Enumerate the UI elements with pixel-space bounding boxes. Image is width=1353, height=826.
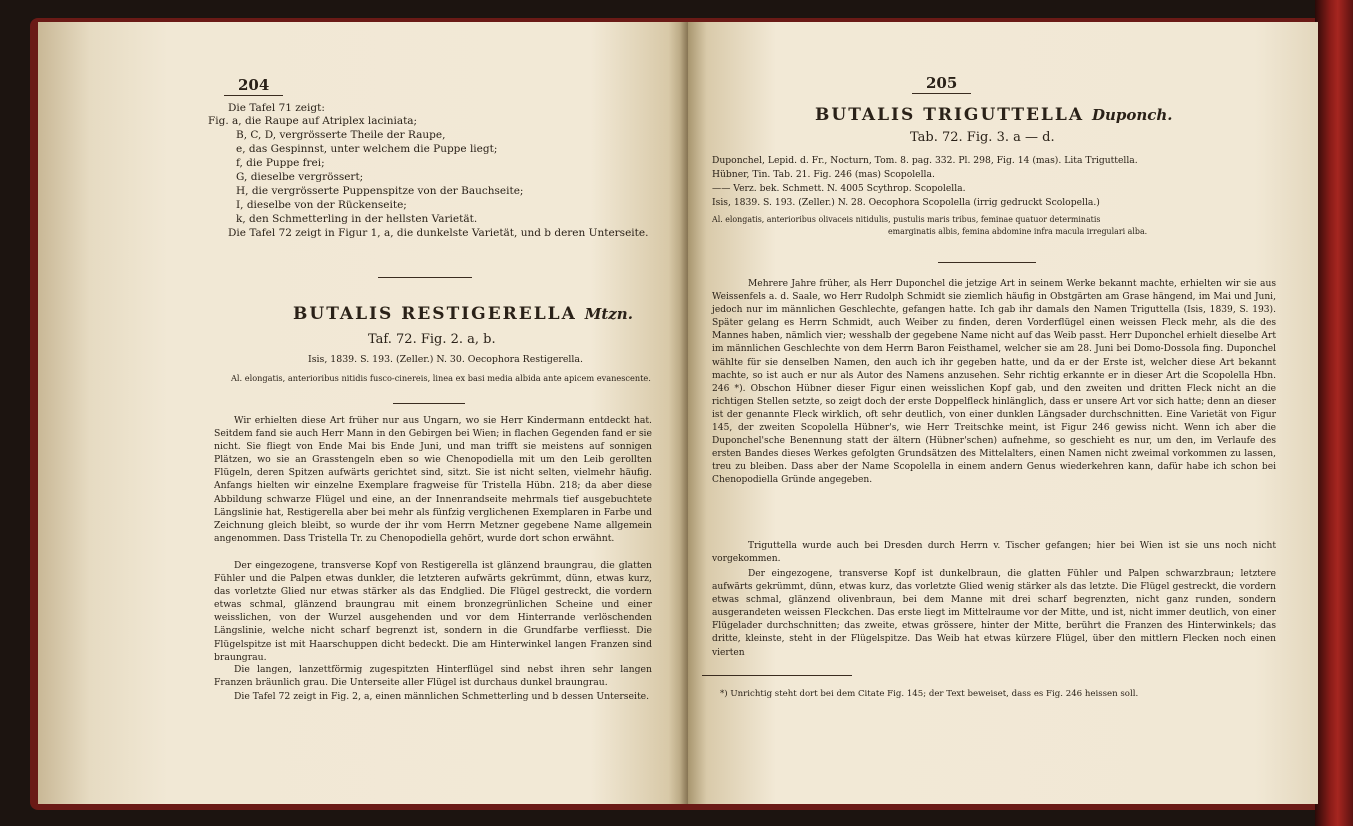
species-author: Duponch. [1091, 106, 1173, 124]
figure-caption-line: I, dieselbe von der Rückenseite; [236, 199, 407, 211]
figure-caption-line: f, die Puppe frei; [236, 157, 325, 169]
page-number: 205 [912, 74, 971, 94]
figure-caption-line: k, den Schmetterling in der hellsten Varietät. [236, 213, 478, 225]
body-paragraph: Mehrere Jahre früher, als Herr Duponchel die jetzige Art in seinem Werke bekannt machte, erhielten wir sie aus Weissenfels a. d. Saale, wo Herr Rudolph Schmidt sie ziemlich häufig in Obstgärten am Grase hängend, im Mai und Juni, jedoch nur im männlichen Geschlechte, gefangen hatte. Ich gab ihr damals den Namen Triguttella (Isis, 1839, S. 193). Später gelang es Herrn Schmidt, auch Weiber zu finden, deren Vorderflügel einen weissen Fleck mehr, als die des Mannes haben, nämlich vier; wesshalb der gegebene Name nicht auf das Weib passt. Herr Duponchel erhielt dieselbe Art im männlichen Geschlechte von dem Herrn Baron Feisthamel, welcher sie am 28. Juni bei Domo-Dossola fing. Duponchel wählte für sie denselben Namen, den auch ich ihr gegeben hatte, und da er der Erste ist, welcher diese Art bekannt machte, so ist auch er nur als Autor des Namens anzusehen. Sehr richtig erkannte er in dieser Art die Scopolella Hbn. 246 *). Obschon Hübner dieser Figur einen weisslichen Kopf gab, und den zweiten und dritten Fleck nicht an die richtigen Stellen setzte, so zeigt doch der erste Doppelfleck hinlänglich, dass er unsere Art vor sich hatte; denn an dieser ist der genannte Fleck wirklich, oft sehr deutlich, von einer dunklen Längsader durchschnitten. Eine Varietät von Figur 145, der zweiten Scopolella Hübner's, wie Herr Treitschke meint, ist Figur 246 gewiss nicht. Wenn ich aber die Duponchel'sche Benennung statt der ältern (Hübner'schen) aufnehme, so geschieht es nur, um den, im Verlaufe des ersten Bandes dieses Werkes gefolgten Grundsätzen des Mittelalters, einen Namen nicht zweimal vorkommen zu lassen, treu zu bleiben. Dass aber der Name Scopolella in einem andern Genus wiederkehren kann, dafür habe ich schon bei Chenopodiella Gründe angegeben. [712, 279, 1276, 486]
figure-caption-line: G, dieselbe vergrössert; [236, 171, 364, 183]
figure-intro: Die Tafel 71 zeigt: [228, 102, 325, 114]
right-page [688, 22, 1318, 804]
figure-caption-line: e, das Gespinnst, unter welchem die Puppe liegt; [236, 143, 498, 155]
figure-caption-line: Fig. a, die Raupe auf Atriplex laciniata; [208, 115, 418, 127]
literature-reference: Isis, 1839. S. 193. (Zeller.) N. 28. Oecophora Scopolella (irrig gedruckt Scolopella.) [712, 197, 1100, 208]
book-binding-edge [1315, 0, 1353, 826]
plate-reference: Taf. 72. Fig. 2. a, b. [368, 332, 496, 347]
species-title: BUTALIS TRIGUTTELLA Duponch. [815, 105, 1173, 125]
latin-diagnosis: emarginatis albis, femina abdomine infra macula irregulari alba. [888, 227, 1148, 236]
literature-reference: Hübner, Tin. Tab. 21. Fig. 246 (mas) Scopolella. [712, 169, 935, 180]
figure-caption-line: H, die vergrösserte Puppenspitze von der Bauchseite; [236, 185, 524, 197]
body-paragraph: Die Tafel 72 zeigt in Fig. 2, a, einen männlichen Schmetterling und b dessen Unterseite. [234, 691, 650, 702]
footnote-divider [702, 675, 852, 676]
species-author: Mtzn. [584, 305, 633, 323]
latin-diagnosis: Al. elongatis, anterioribus nitidis fusco-cinereis, linea ex basi media albida ante apicem evanescente. [231, 373, 651, 383]
body-paragraph: Der eingezogene, transverse Kopf von Restigerella ist glänzend braungrau, die glatten Fühler und die Palpen etwas dunkler, die letzteren aufwärts gekrümmt, dünn, etwas kurz, das vorletzte Glied nur etwas stärker als das Endglied. Die Flügel gestreckt, die vordern etwas schmal, glänzend braungrau mit einem bronzegrünlichen Scheine und einer weisslichen, von der Wurzel ausgehenden und vor dem Hinterrande verlöschenden Längslinie, welche nicht scharf begrenzt ist, sondern in die Grundfarbe verfliesst. Die Flügelspitze ist mit Haarschuppen dicht bedeckt. Die am Hinterwinkel langen Franzen sind braungrau. [214, 560, 652, 663]
species-title: BUTALIS RESTIGERELLA Mtzn. [293, 304, 633, 324]
body-paragraph: Der eingezogene, transverse Kopf ist dunkelbraun, die glatten Fühler und Palpen schwarzbraun; letztere aufwärts gekrümmt, dünn, etwas kurz, das vorletzte Glied wenig stärker als das letzte. Die Flügel gestreckt, die vordern etwas schmal, glänzend olivenbraun, bei dem Manne mit drei scharf begrenzten, nicht ganz runden, sondern ausgerandeten weissen Fleckchen. Das erste liegt im Mittelraume vor der Mitte, und ist, nicht immer deutlich, von einer Flügelader durchschnitten; das zweite, etwas grössere, hinter der Mitte, berührt die Franzen des Hinterwinkels; das dritte, kleinste, steht in der Flügelspitze. Das Weib hat etwas kürzere Flügel, über den mittlern Flecken noch einen vierten [712, 569, 1276, 658]
literature-reference: Isis, 1839. S. 193. (Zeller.) N. 30. Oecophora Restigerella. [308, 354, 583, 365]
section-divider [393, 403, 465, 404]
left-page [38, 22, 688, 804]
body-paragraph: Triguttella wurde auch bei Dresden durch Herrn v. Tischer gefangen; hier bei Wien ist sie uns noch nicht vorgekommen. [712, 541, 1276, 565]
figure-caption-line: Die Tafel 72 zeigt in Figur 1, a, die dunkelste Varietät, und b deren Unterseite. [228, 227, 649, 239]
plate-reference: Tab. 72. Fig. 3. a — d. [910, 130, 1055, 145]
body-paragraph: Wir erhielten diese Art früher nur aus Ungarn, wo sie Herr Kindermann entdeckt hat. Seitdem fand sie auch Herr Mann in den Gebirgen bei Wien; in flachen Gegenden fand er sie nicht. Sie fliegt von Ende Mai bis Ende Juni, und man trifft sie meistens auf sonnigen Plätzen, wo sie an Grasstengeln eben so wie Chenopodiella mit um den Leib gerollten Flügeln, deren Spitzen aufwärts gerichtet sind, sitzt. Sie ist nicht selten, vielmehr häufig. Anfangs hielten wir einzelne Exemplare fragweise für Tristella Hübn. 218; da aber diese Abbildung schwarze Flügel und eine, an der Innenrandseite mehrmals tief ausgebuchtete Längslinie hat, Restigerella aber bei mehr als fünfzig verglichenen Exemplaren in Farbe und Zeichnung gleich bleibt, so wurde der ihr vom Herrn Metzner gegebene Name allgemein angenommen. Dass Tristella Tr. zu Chenopodiella gehört, wurde dort schon erwähnt. [214, 415, 652, 544]
page-number: 204 [224, 76, 283, 96]
section-divider [938, 262, 1036, 263]
section-divider [378, 277, 472, 278]
literature-reference: —— Verz. bek. Schmett. N. 4005 Scythrop. Scopolella. [712, 183, 966, 194]
literature-reference: Duponchel, Lepid. d. Fr., Nocturn, Tom. 8. pag. 332. Pl. 298, Fig. 14 (mas). Lita Triguttella. [712, 155, 1138, 166]
body-paragraph: Die langen, lanzettförmig zugespitzten Hinterflügel sind nebst ihren sehr langen Franzen bräunlich grau. Die Unterseite aller Flügel ist durchaus dunkel braungrau. [214, 664, 652, 689]
figure-caption-line: B, C, D, vergrösserte Theile der Raupe, [236, 129, 446, 141]
latin-diagnosis: Al. elongatis, anterioribus olivaceis nitidulis, pustulis maris tribus, feminae quatuor determinatis [712, 215, 1101, 224]
footnote: *) Unrichtig steht dort bei dem Citate Fig. 145; der Text beweiset, dass es Fig. 246 heissen soll. [720, 689, 1139, 699]
